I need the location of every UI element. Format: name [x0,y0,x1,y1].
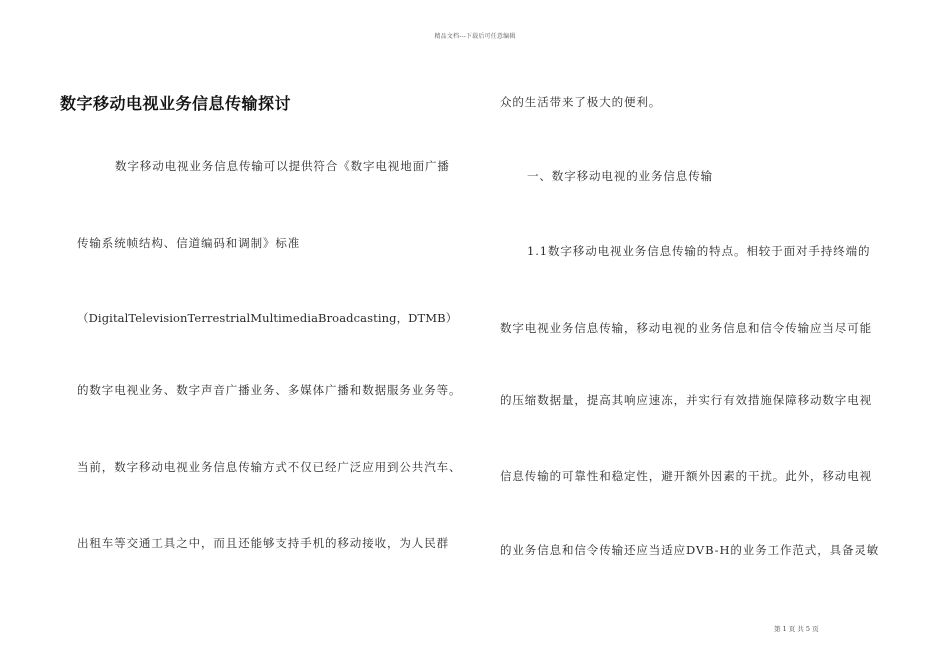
body-line: 的数字电视业务、数字声音广播业务、多媒体广播和数据服务业务等。 [77,383,462,397]
page-title: 数字移动电视业务信息传输探讨 [60,94,292,113]
body-line: （DigitalTelevisionTerrestrialMultimediaBroadcasting，DTMB） [77,311,458,325]
body-line: 出租车等交通工具之中，而且还能够支持手机的移动接收，为人民群 [77,536,449,550]
body-line: 当前，数字移动电视业务信息传输方式不仅已经广泛应用到公共汽车、 [77,460,462,474]
body-line: 传输系统帧结构、信道编码和调制》标准 [77,236,301,250]
body-line: 数字电视业务信息传输，移动电视的业务信息和信令传输应当尽可能 [500,321,872,335]
body-line: 众的生活带来了极大的便利。 [500,95,662,109]
body-line: 信息传输的可靠性和稳定性，避开额外因素的干扰。此外，移动电视 [500,469,872,483]
body-line: 数字移动电视业务信息传输可以提供符合《数字电视地面广播 [115,159,450,173]
section-heading: 一、数字移动电视的业务信息传输 [527,169,713,183]
page-indicator: 第 1 页 共 5 页 [774,625,819,633]
body-line: 1.1数字移动电视业务信息传输的特点。相较于面对手持终端的 [527,244,871,258]
body-line: 的业务信息和信令传输还应当适应DVB-H的业务工作范式，具备灵敏 [500,543,880,557]
header-note: 精品文档---下载后可任意编辑 [434,33,516,40]
body-line: 的压缩数据量，提高其响应速冻，并实行有效措施保障移动数字电视 [500,393,872,407]
